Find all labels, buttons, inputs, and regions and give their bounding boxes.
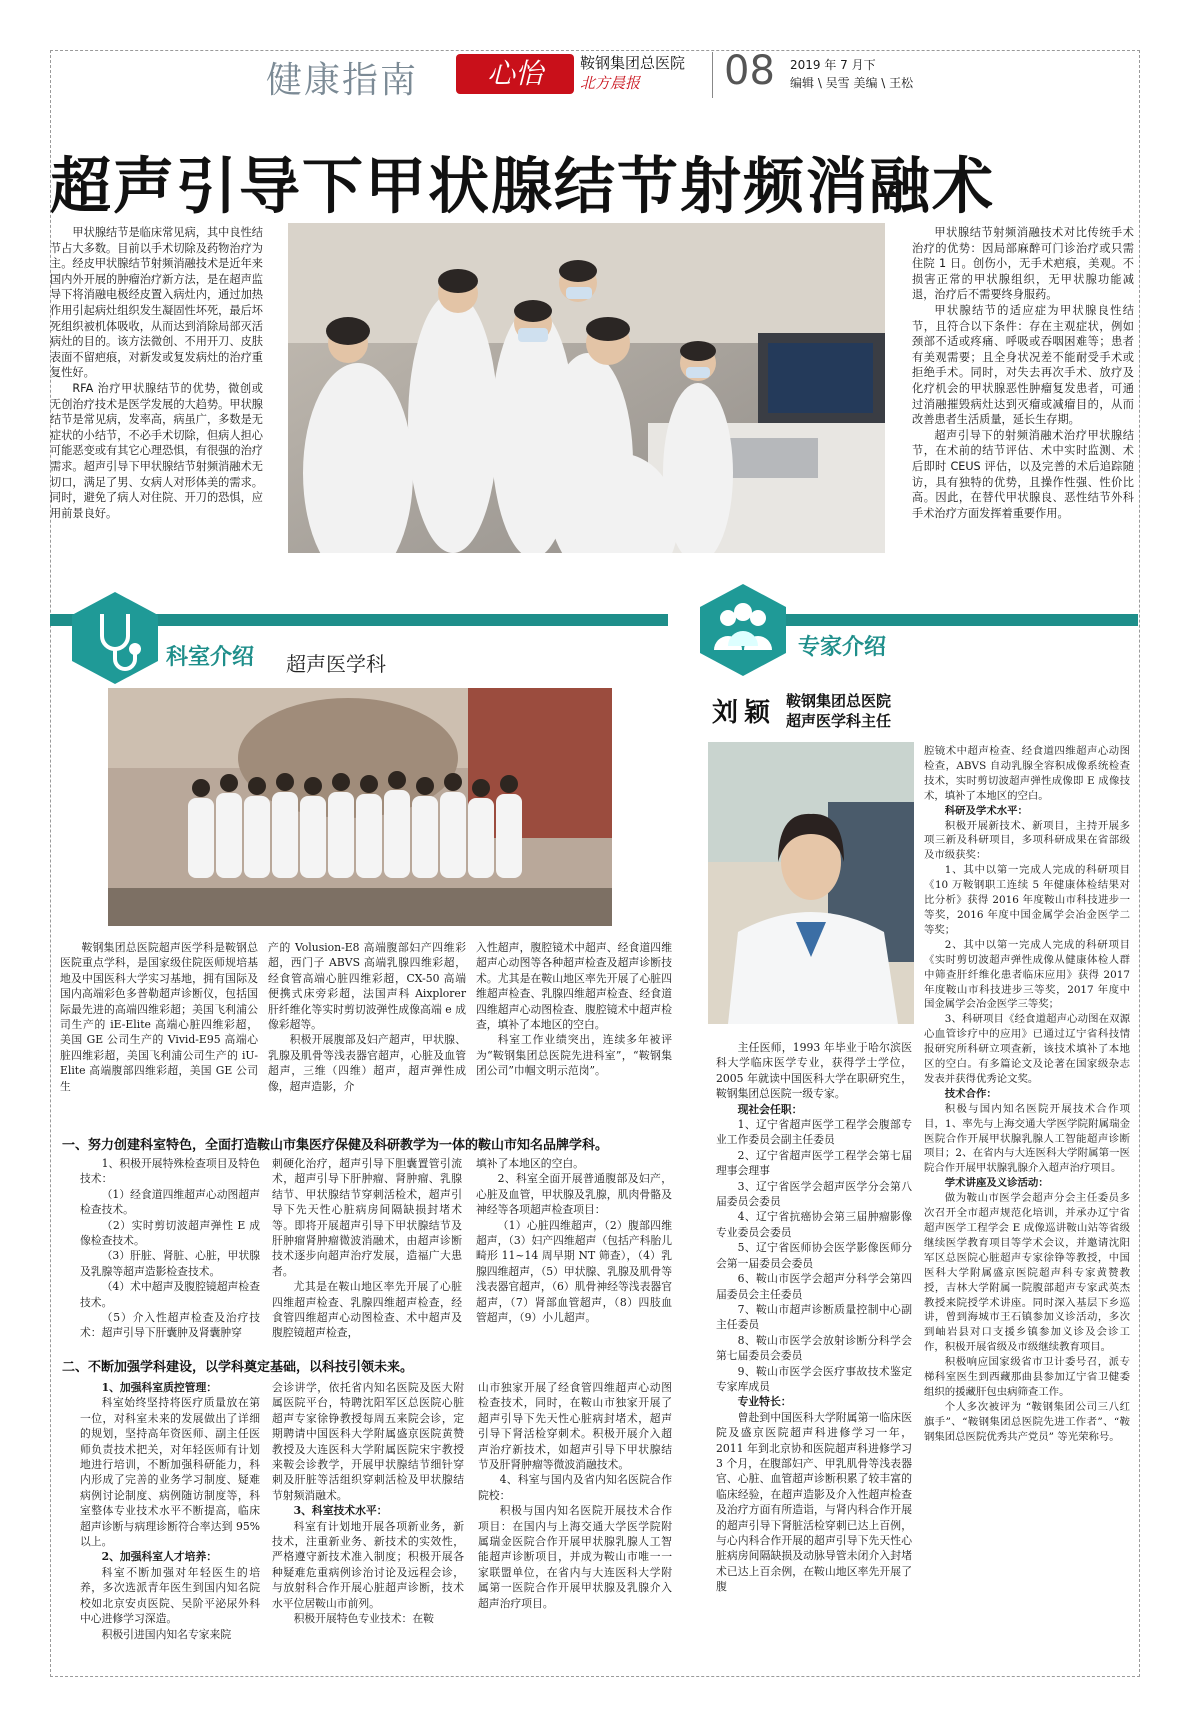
- paragraph: 科室工作业绩突出，连续多年被评为“鞍钢集团总医院先进科室”，“鞍钢集团公司”巾帼文明示范岗”。: [476, 1033, 672, 1078]
- paragraph: 甲状腺结节是临床常见病，其中良性结节占大多数。目前以手术切除及药物治疗为主。经皮甲状腺结节射频消融技术是近年来国内外开展的肿瘤治疗新方法，是在超声监导下将消融电极经皮置入病灶内，通过加热作用引起病灶组织发生凝固性坏死，最后坏死组织被机体吸收，从而达到消除局部灭活病灶的目的。该方法微创、不用开刀、皮肤表面不留疤痕，对新发或复发病灶的治疗重复性好。: [50, 226, 263, 380]
- dept-name: 超声医学科: [286, 652, 386, 676]
- subheading: 现社会任职：: [737, 1102, 803, 1116]
- subheading: 技术合作：: [944, 1087, 997, 1100]
- list-item: 9、鞍山市医学会医疗事故技术鉴定专家库成员: [716, 1364, 912, 1393]
- section2-col-3: [478, 1380, 672, 1611]
- paragraph: 超声引导下的射频消融术治疗甲状腺结节，在术前的结节评估、术中实时监测、术后即时 CEUS 评估，以及完善的术后追踪随访，具有独特的优势，且操作性强、性价比高。因此，在替代甲状腺良、恶性结节外科手术治疗方面发挥着重要作用。: [912, 428, 1134, 520]
- doctors-consultation-photo: [288, 223, 885, 553]
- paragraph: 做为鞍山市医学会超声分会主任委员多次召开全市超声规范化培训，并承办辽宁省超声医学工程学会 E 成像巡讲鞍山站等省级继续医学教育项目等学术会议，并邀请沈阳军区总医院心脏超声专家徐铮等教授，中国医科大学附属盛京医院超声科专家黄赞教授，吉林大学附属一院腹部超声专家武英杰教授来院授学术讲座。同时深入基层下乡巡讲，曾到海城市王石镇参加义诊活动，多次到岫岩县对口支援乡镇参加义诊及会诊工作，积极开展省级及市级继续教育项目。: [924, 1192, 1130, 1354]
- page-number: 08: [724, 48, 775, 94]
- expert-name: 刘颖: [712, 698, 777, 728]
- paragraph: 刺硬化治疗，超声引导下胆囊置管引流术，超声引导下肝肿瘤、肾肿瘤、乳腺结节、甲状腺结节穿刺活检术，超声引导下先天性心脏病房间隔缺损封堵术等。即将开展超声引导下甲状腺结节及肝肿瘤肾肿瘤微波消融术，由超声诊断技术逐步向超声治疗发展，造福广大患者。: [272, 1157, 462, 1278]
- subheading: 2、加强科室人才培养：: [101, 1550, 218, 1564]
- paragraph: 会诊讲学，依托省内知名医院及医大附属医院平台，特聘沈阳军区总医院心脏超声专家徐铮教授每周五来院会诊，定期聘请中国医科大学附属盛京医院黄赞教授及大连医科大学附属医院宋宇教授来鞍会诊教学，开展甲状腺结节细针穿刺及肝脏等活组织穿刺活检及甲状腺结节射频消融术。: [272, 1381, 464, 1502]
- paragraph: 积极开展腹部及妇产超声，甲状腺、乳腺及肌骨等浅表器官超声，心脏及血管超声，三维（四维）超声，超声弹性成像，超声造影，介: [268, 1033, 466, 1093]
- section1-col-2: [272, 1156, 462, 1341]
- paragraph: 主任医师，1993 年毕业于哈尔滨医科大学临床医学专业，获得学士学位，2005 年就读中国医科大学在职研究生，鞍钢集团总医院一级专家。: [716, 1041, 912, 1101]
- dept-group-photo: [108, 688, 612, 926]
- portrait-illustration: [708, 742, 914, 1024]
- paragraph: 科室有计划地开展各项新业务，新技术，注重新业务、新技术的实效性，严格遵守新技术准入制度；积极开展各种疑难危重病例诊治讨论及远程会诊，与放射科合作开展心脏超声诊断，技术水平位居鞍山市前列。: [272, 1519, 464, 1610]
- paragraph: （1）经食道四维超声心动图超声检查技术。: [80, 1187, 260, 1217]
- dept-col-2: [268, 940, 466, 1094]
- list-item: 1、辽宁省超声医学工程学会腹部专业工作委员会副主任委员: [716, 1118, 912, 1147]
- issue-date: 2019 年 7 月下: [790, 58, 876, 72]
- subheading: 3、科室技术水平：: [293, 1504, 388, 1518]
- paragraph: （1）心脏四维超声，（2）腹部四维超声，（3）妇产四维超声（包括产科胎儿畸形 11~14 周早期 NT 筛查），（4）乳腺四维超声，（5）甲状腺、乳腺及肌骨等浅表器官超声，（6）肌骨神经等浅表器官超声，（7）肾部血管超声，（8）四肢血管超声，（9）小儿超声。: [476, 1218, 672, 1325]
- paragraph: 腔镜术中超声检查、经食道四维超声心动图检查，ABVS 自动乳腺全容积成像系统检查技术，实时剪切波超声弹性成像即 E 成像技术，填补了本地区的空白。: [924, 745, 1130, 802]
- expert-organization: 鞍钢集团总医院: [786, 692, 892, 710]
- section1-col-1: [80, 1156, 260, 1341]
- paragraph: 鞍钢集团总医院超声医学科是鞍钢总医院重点学科，是国家级住院医师规培基地及中国医科大学实习基地，拥有国际及国内高端彩色多普勒超声诊断仪，包括国际最先进的高端四维彩超；美国飞利浦公司生产的 iE-Elite 高端心脏四维彩超，美国 GE 公司生产的 Vivid-E95 高端心脏四维彩超，美国飞利浦公司生产的 iU-Elite 高端腹部四维彩超，美国 GE 公司生: [60, 941, 258, 1093]
- subheading: 1、加强科室质控管理：: [101, 1381, 218, 1394]
- list-item: 5、辽宁省医师协会医学影像医师分会第一届委员会委员: [716, 1241, 912, 1270]
- list-item: 2、辽宁省超声医学工程学会第七届理事会理事: [716, 1148, 912, 1178]
- expert-research-column: [924, 744, 1130, 1445]
- paragraph: 科室始终坚持将医疗质量放在第一位，对科室未来的发展做出了详细的规划，坚持高年资医师、副主任医师负责技术把关，对年轻医师有计划地进行培训，不断加强科研能力，科内形成了完善的业务学习制度、疑难病例讨论制度、病例随访制度等，科室整体专业技术水平不断提高，临床超声诊断与病理诊断符合率达到 95%以上。: [80, 1396, 260, 1549]
- masthead-paper: 北方晨报: [580, 74, 641, 92]
- list-item: 6、鞍山市医学会超声分科学会第四届委员会主任委员: [716, 1272, 912, 1301]
- subheading: 专业特长：: [737, 1395, 792, 1409]
- dept-col-3: [476, 940, 672, 1079]
- paragraph: 3、科研项目《经食道超声心动图在双源心血管诊疗中的应用》已通过辽宁省科技情报研究所科研立项查新，该技术填补了本地区的空白。有多篇论文及论著在国家级杂志发表并获得优秀论文奖。: [924, 1013, 1130, 1085]
- page-headline: 超声引导下甲状腺结节射频消融术: [50, 151, 996, 222]
- paragraph: （5）介入性超声检查及治疗技术：超声引导下肝囊肿及肾囊肿穿: [80, 1311, 260, 1340]
- paragraph: 入性超声，腹腔镜术中超声、经食道四维超声心动图等各种超声检查及超声诊断技术。尤其是在鞍山地区率先开展了心脏四维超声检查、乳腺四维超声检查、经食道四维超声心动图检查、腹腔镜术中超声检查，填补了本地区的空白。: [476, 941, 672, 1032]
- paragraph: 尤其是在鞍山地区率先开展了心脏四维超声检查、乳腺四维超声检查，经食管四维超声心动图检查、术中超声及腹腔镜超声检查，: [272, 1280, 462, 1340]
- expert-portrait-photo: [708, 742, 914, 1024]
- paragraph: RFA 治疗甲状腺结节的优势，微创或无创治疗技术是医学发展的大趋势。甲状腺结节是常见病，发率高，病虽广，多数是无症状的小结节，不必手术切除，但病人担心可能恶变或有其它心理恐惧，有很强的治疗需求。超声引导下甲状腺结节射频消融术无切口，满足了男、女病人对形体美的需求。同时，避免了病人对住院、开刀的恐惧，应用前景良好。: [50, 381, 263, 520]
- paragraph: 积极引进国内知名专家来院: [101, 1627, 232, 1641]
- photo-illustration: [288, 223, 885, 553]
- paragraph: （4）术中超声及腹腔镜超声检查技术。: [80, 1280, 260, 1309]
- paragraph: 曾赴到中国医科大学附属第一临床医院及盛京医院超声科进修学习一年，2011 年到北京协和医院超声科进修学习 3 个月，在腹部妇产、甲乳肌骨等浅表器官、心脏、血管超声诊断积累了较丰富的临床经验，在超声造影及介入性超声检查及治疗方面有所造诣，与肾内科合作开展的超声引导下肾脏活检穿刺已达上百例，与心内科合作开展的超声引导下先天性心脏病房间隔缺损及动脉导管未闭介入封堵术已达上百余例，在鞍山地区率先开展了腹: [716, 1410, 912, 1594]
- list-item: 8、鞍山市医学会放射诊断分科学会第七届委员会委员: [716, 1333, 912, 1363]
- paragraph: （2）实时剪切波超声弹性 E 成像检查技术。: [80, 1218, 260, 1248]
- paragraph: 1、其中以第一完成人完成的科研项目《10 万鞍钢职工连续 5 年健康体检结果对比分析》获得 2016 年度鞍山市科技进步一等奖，2016 年度中国金属学会冶金医学二等奖；: [924, 864, 1130, 936]
- paragraph: 积极与国内知名医院开展技术合作项目：在国内与上海交通大学医学院附属瑞金医院合作开展甲状腺乳腺人工智能超声诊断项目，并成为鞍山市唯一一家联盟单位，在省内与大连医科大学附属第一医院合作开展甲状腺及乳腺介入超声治疗项目。: [478, 1504, 672, 1610]
- paragraph: 2、科室全面开展普通腹部及妇产，心脏及血管，甲状腺及乳腺，肌肉骨骼及神经等各项超声检查项目：: [476, 1172, 672, 1217]
- section2-col-2: [272, 1380, 464, 1627]
- paragraph: 积极开展特色专业技术：在鞍: [293, 1612, 434, 1626]
- expert-title: 超声医学科主任: [786, 712, 892, 730]
- paragraph: 积极响应国家级省市卫计委号召，派专梯科室医生到西藏那曲县参加辽宁省卫健委组织的援藏肝包虫病筛查工作。: [924, 1356, 1130, 1398]
- section2-heading: 二、不断加强学科建设，以学科奠定基础，以科技引领未来。: [62, 1360, 414, 1375]
- paragraph: 山市独家开展了经食管四维超声心动图检查技术，同时，在鞍山市独家开展了超声引导下先天性心脏病封堵术，超声引导下肾活检穿刺术。积极开展介入超声治疗新技术，如超声引导下甲状腺结节及肝肾肿瘤等微波消融技术。: [478, 1381, 672, 1472]
- paragraph: 1、积极开展特殊检查项目及特色技术：: [80, 1157, 260, 1186]
- expert-bio: [716, 1040, 912, 1595]
- paragraph: 积极开展新技术、新项目，主持开展多项三新及科研项目，多项科研成果在省部级及市级获奖：: [924, 819, 1130, 862]
- paragraph: 2、其中以第一完成人完成的科研项目《实时剪切波超声弹性成像从健康体检人群中筛查肝纤维化患者临床应用》获得 2017 年度鞍山市科技进步三等奖，2017 年度中国金属学会冶金医学三等奖；: [924, 938, 1130, 1011]
- section1-col-3: [476, 1156, 672, 1325]
- subheading: 学术讲座及义诊活动：: [944, 1177, 1049, 1190]
- section1-heading: 一、努力创建科室特色，全面打造鞍山市集医疗保健及科研教学为一体的鞍山市知名品牌学科。: [62, 1138, 609, 1153]
- intro-right-text: [912, 225, 1134, 521]
- list-item: 3、辽宁省医学会超声医学分会第八届委员会委员: [716, 1179, 912, 1209]
- section2-col-1: [80, 1380, 260, 1642]
- intro-left-text: [50, 225, 263, 521]
- paragraph: 4、科室与国内及省内知名医院合作院校：: [478, 1473, 672, 1502]
- list-item: 4、辽宁省抗癌协会第三届肿瘤影像专业委员会委员: [716, 1210, 912, 1239]
- paragraph: 积极与国内知名医院开展技术合作项目，1、率先与上海交通大学医学院附属瑞金医院合作开展甲状腺乳腺人工智能超声诊断项目；2、在省内与大连医科大学附属第一医院合作开展甲状腺乳腺介入超声治疗项目。: [924, 1102, 1130, 1175]
- list-item: 7、鞍山市超声诊断质量控制中心副主任委员: [716, 1302, 912, 1332]
- paragraph: 甲状腺结节射频消融技术对比传统手术治疗的优势：因局部麻醉可门诊治疗或只需住院 1 日。创伤小，无手术疤痕，美观。不损害正常的甲状腺组织，无甲状腺功能减退，治疗后不需要终身服药。: [912, 226, 1134, 302]
- dept-label: 科室介绍: [166, 644, 255, 670]
- paragraph: 个人多次被评为 “鞍钢集团公司三八红旗手”、“鞍钢集团总医院先进工作者”、“鞍钢集团总医院优秀共产党员” 等光荣称号。: [924, 1400, 1130, 1443]
- paragraph: 填补了本地区的空白。: [476, 1157, 584, 1170]
- group-photo-illustration: [108, 688, 612, 926]
- masthead-divider: [712, 52, 713, 98]
- masthead-hospital: 鞍钢集团总医院: [580, 54, 686, 72]
- paragraph: 产的 Volusion-E8 高端腹部妇产四维彩超，西门子 ABVS 高端乳腺四维彩超，经食管高端心脏四维彩超，CX-50 高端便携式床旁彩超，法国声科 Aixplorer 肝纤维化等实时剪切波弹性成像高端 e 成像彩超等。: [268, 941, 466, 1032]
- xinyi-logo: 心怡: [456, 54, 574, 94]
- subheading: 科研及学术水平：: [944, 804, 1028, 817]
- editors-line: 编辑 \ 吴雪 美编 \ 王松: [790, 76, 914, 90]
- dept-col-1: [60, 940, 258, 1094]
- section-name: 健康指南: [266, 60, 419, 101]
- paragraph: 科室不断加强对年轻医生的培养，多次选派青年医生到国内知名院校如北京安贞医院、吴阶平泌尿外科中心进修学习深造。: [80, 1565, 260, 1626]
- paragraph: （3）肝脏、肾脏、心脏，甲状腺及乳腺等超声造影检查技术。: [80, 1249, 260, 1278]
- expert-label: 专家介绍: [798, 634, 887, 660]
- paragraph: 甲状腺结节的适应症为甲状腺良性结节，且符合以下条件：存在主观症状，例如颈部不适或疼痛、呼吸或吞咽困难等；患者有美观需要；且全身状况差不能耐受手术或拒绝手术。同时，对失去再次手术、放疗及化疗机会的甲状腺恶性肿瘤复发患者，可通过消融摧毁病灶达到灭瘤或减瘤目的，从而改善患者生活质量，延长生存期。: [912, 303, 1134, 427]
